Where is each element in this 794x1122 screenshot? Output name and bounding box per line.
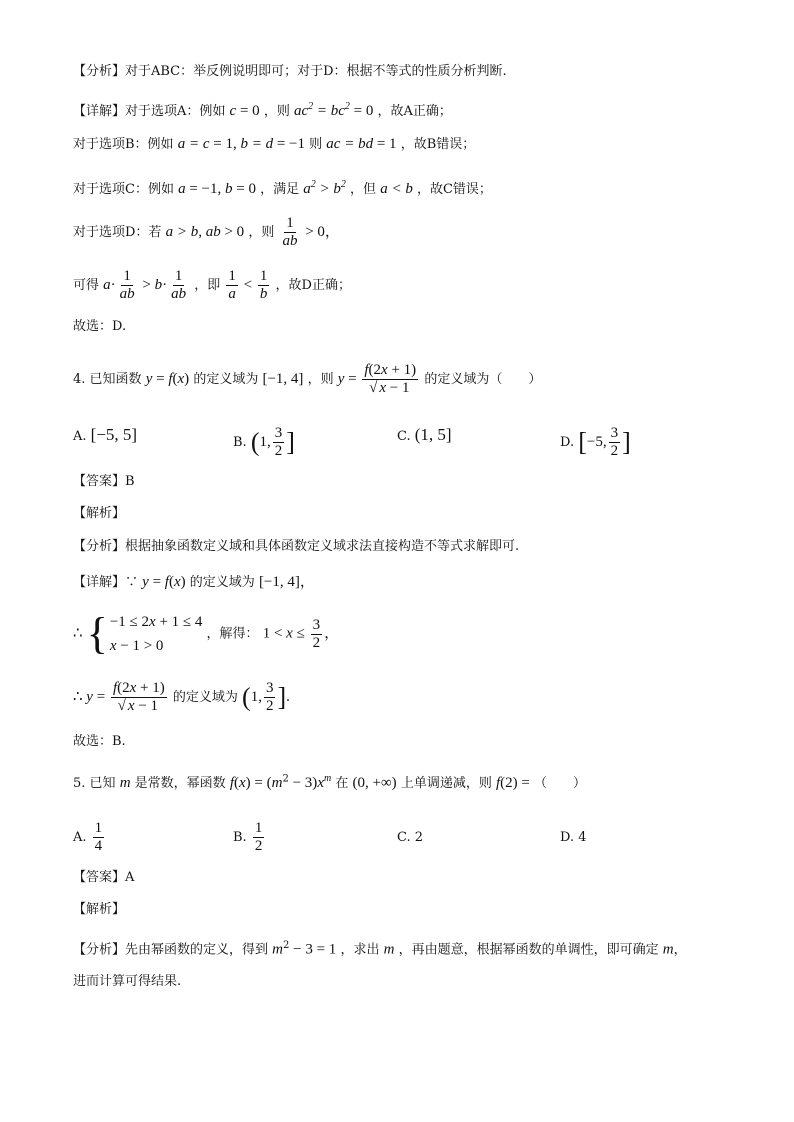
selection-4: 故选：B. (73, 734, 126, 749)
question-5: 5. 已知 m 是常数，幂函数 $f(x) = (m^2 - 3)x^m$ 在 (0, +∞) 上单调递减，则 f(2) = （ ） (73, 773, 586, 791)
detail-option-b: 对于选项B：例如 a = c = 1, b = d = −1 则 ac = bd = 1 ，故B错误； (73, 136, 476, 152)
formula: ac = bd (326, 136, 374, 152)
formula: a (178, 181, 186, 197)
result-4: ∴ y = $\frac{f(2x + 1)}{√ x - 1}$ 的定义域为 (1, $\frac{3}{2}$ ]. (73, 680, 290, 714)
jiexi-4: 【解析】 (73, 506, 126, 521)
option-4-b: B. (1, $\frac{3}{2}$ ] (233, 425, 295, 459)
option-5-d: D. 4 (560, 830, 587, 845)
option-4-a: A. [−5, 5] (73, 425, 138, 444)
answer-4: 【答案】B (73, 474, 135, 489)
detail-option-d-cont: 可得 a· $\frac{1}{ab}$ > b· $\frac{1}{ab}$ ，即 $\frac{1}{a}$ < $\frac{1}{b}$ ，故D正确； (73, 268, 351, 302)
formula: $ac^2 = bc^2$ (293, 101, 350, 119)
formula: c (229, 103, 237, 119)
formula: a > b, ab (165, 224, 221, 240)
option-4-c: C. (1, 5] (397, 425, 452, 444)
option-5-b: B. $\frac{1}{2}$ (233, 820, 263, 854)
detail-option-d: 对于选项D：若 a > b, ab > 0 ，则 $\frac{1}{ab}$ > 0， (73, 215, 340, 249)
analysis-5: 【分析】先由幂函数的定义，得到 $m^2 - 3 = 1$ ，求出 m ，再由题意，根据幂函数的单调性，即可确定 m， (73, 940, 687, 958)
detail-4: 【详解】∵ y = f(x) 的定义域为 [−1, 4]， (73, 574, 315, 590)
analysis-line: 【分析】对于ABC：举反例说明即可；对于D：根据不等式的性质分析判断. (73, 64, 507, 79)
option-4-d: D. [−5, $\frac{3}{2}$ ] (560, 425, 631, 459)
detail-option-c: 对于选项C：例如 a = −1, b = 0 ，满足 $a^2 > b^2$ ，但 a < b ，故C错误； (73, 179, 492, 197)
formula: a = c (177, 136, 210, 152)
selection-line: 故选：D. (73, 319, 127, 334)
detail-option-a: 【详解】对于选项A：例如 c = 0 ，则 $ac^2 = bc^2 = 0$ ，故A正确； (73, 101, 452, 119)
analysis-4: 【分析】根据抽象函数定义域和具体函数定义域求法直接构造不等式求解即可. (73, 539, 520, 554)
option-5-a: A. $\frac{1}{4}$ (73, 820, 103, 854)
formula: a < b (380, 181, 413, 197)
detail-4-system: ∴ { −1 ≤ 2x + 1 ≤ 4 x − 1 > 0 ，解得： 1 < x ≤ $\frac{3}{2}$ ， (73, 609, 340, 658)
jiexi-5: 【解析】 (73, 902, 126, 917)
option-5-c: C. 2 (397, 830, 424, 845)
analysis-5-cont: 进而计算可得结果. (73, 974, 182, 989)
answer-5: 【答案】A (73, 870, 135, 885)
question-4: 4. 已知函数 y = f(x) 的定义域为 [−1, 4] ，则 y = $\frac{f(2x + 1)}{√ x - 1}$ 的定义域为（ ） (73, 362, 542, 396)
formula: $a^2 > b^2$ (303, 179, 346, 197)
fraction: $\frac{1}{ab}$ (282, 215, 298, 249)
